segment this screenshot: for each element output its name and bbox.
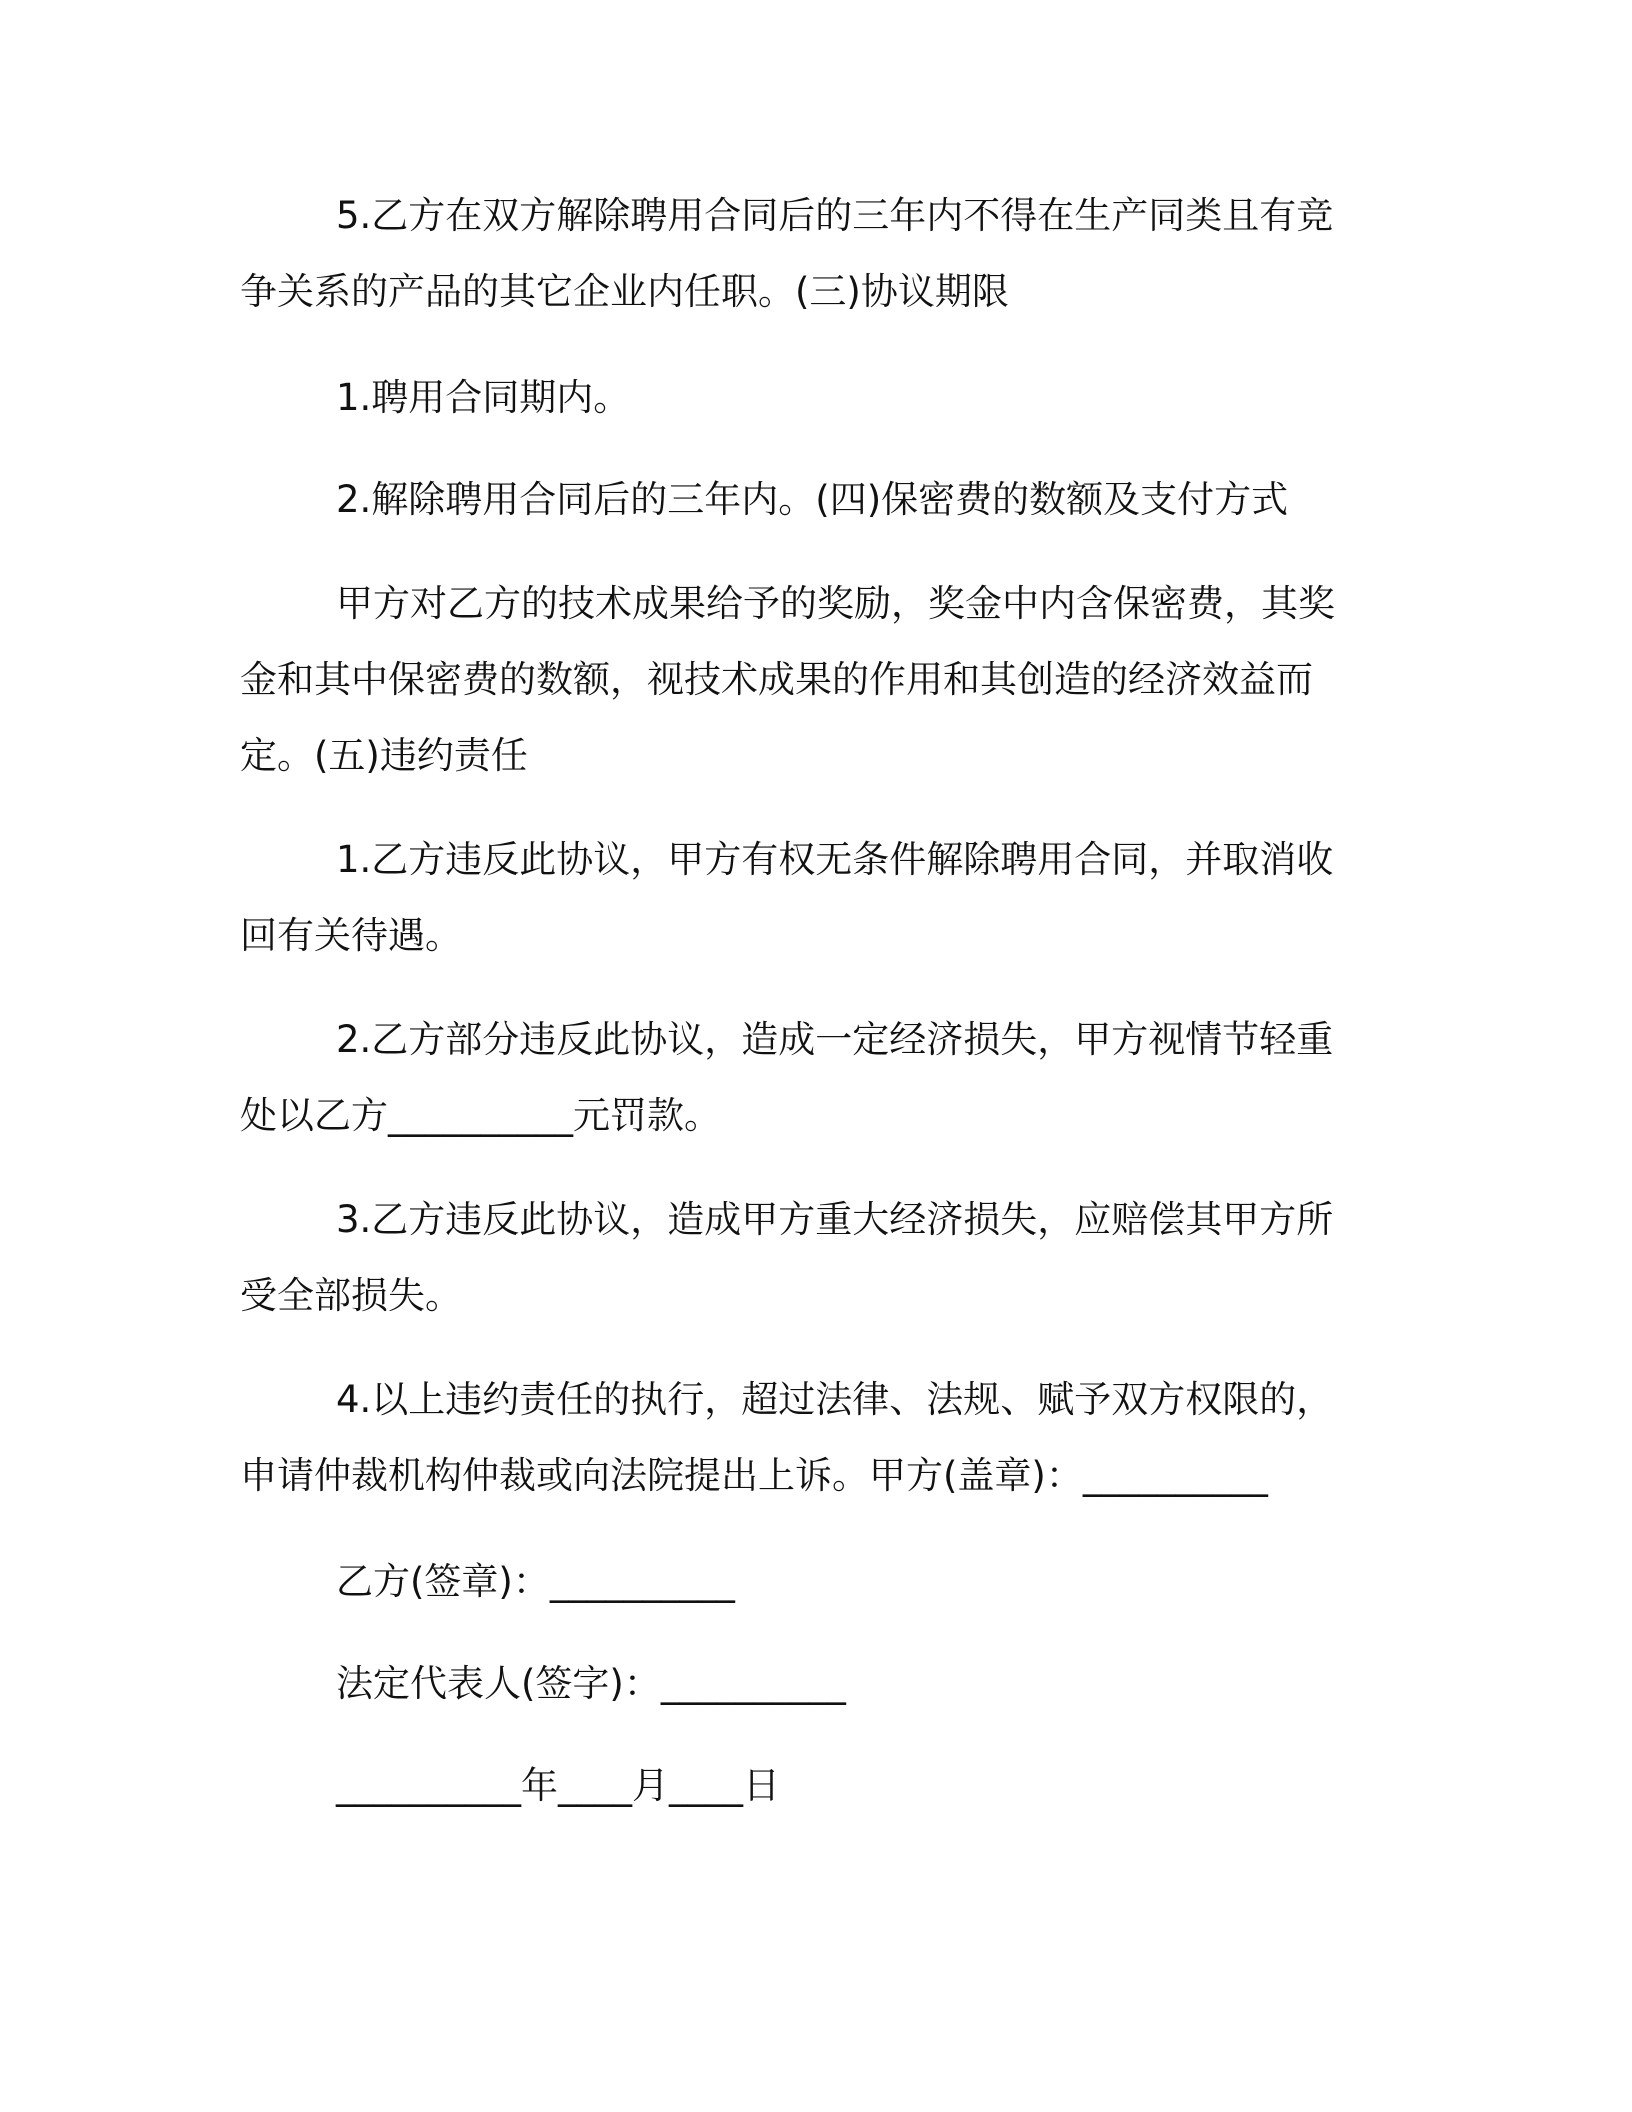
signature-date: __________年____月____日 (336, 1764, 780, 1807)
paragraph-confidentiality-fee: 甲方对乙方的技术成果给予的奖励，奖金中内含保密费，其奖金和其中保密费的数额，视技术成果的作用和其创造的经济效益而定。(五)违约责任 (240, 582, 1335, 777)
signature-legal-representative: 法定代表人(签字)：__________ (336, 1662, 846, 1705)
paragraph-clause-5: 5.乙方在双方解除聘用合同后的三年内不得在生产同类且有竞争关系的产品的其它企业内任职。(三)协议期限 (240, 194, 1334, 313)
paragraph-term-1: 1.聘用合同期内。 (336, 376, 631, 419)
paragraph-liability-4: 4.以上违约责任的执行，超过法律、法规、赋予双方权限的，申请仲裁机构仲裁或向法院提出上诉。甲方(盖章)：__________ (240, 1378, 1334, 1497)
paragraph-liability-1: 1.乙方违反此协议，甲方有权无条件解除聘用合同，并取消收回有关待遇。 (240, 838, 1334, 957)
paragraph-term-2: 2.解除聘用合同后的三年内。(四)保密费的数额及支付方式 (336, 478, 1289, 521)
paragraph-liability-2: 2.乙方部分违反此协议，造成一定经济损失，甲方视情节轻重处以乙方__________元罚款。 (240, 1018, 1334, 1137)
paragraph-liability-3: 3.乙方违反此协议，造成甲方重大经济损失，应赔偿其甲方所受全部损失。 (240, 1198, 1334, 1317)
signature-party-b: 乙方(签章)：__________ (336, 1560, 735, 1603)
